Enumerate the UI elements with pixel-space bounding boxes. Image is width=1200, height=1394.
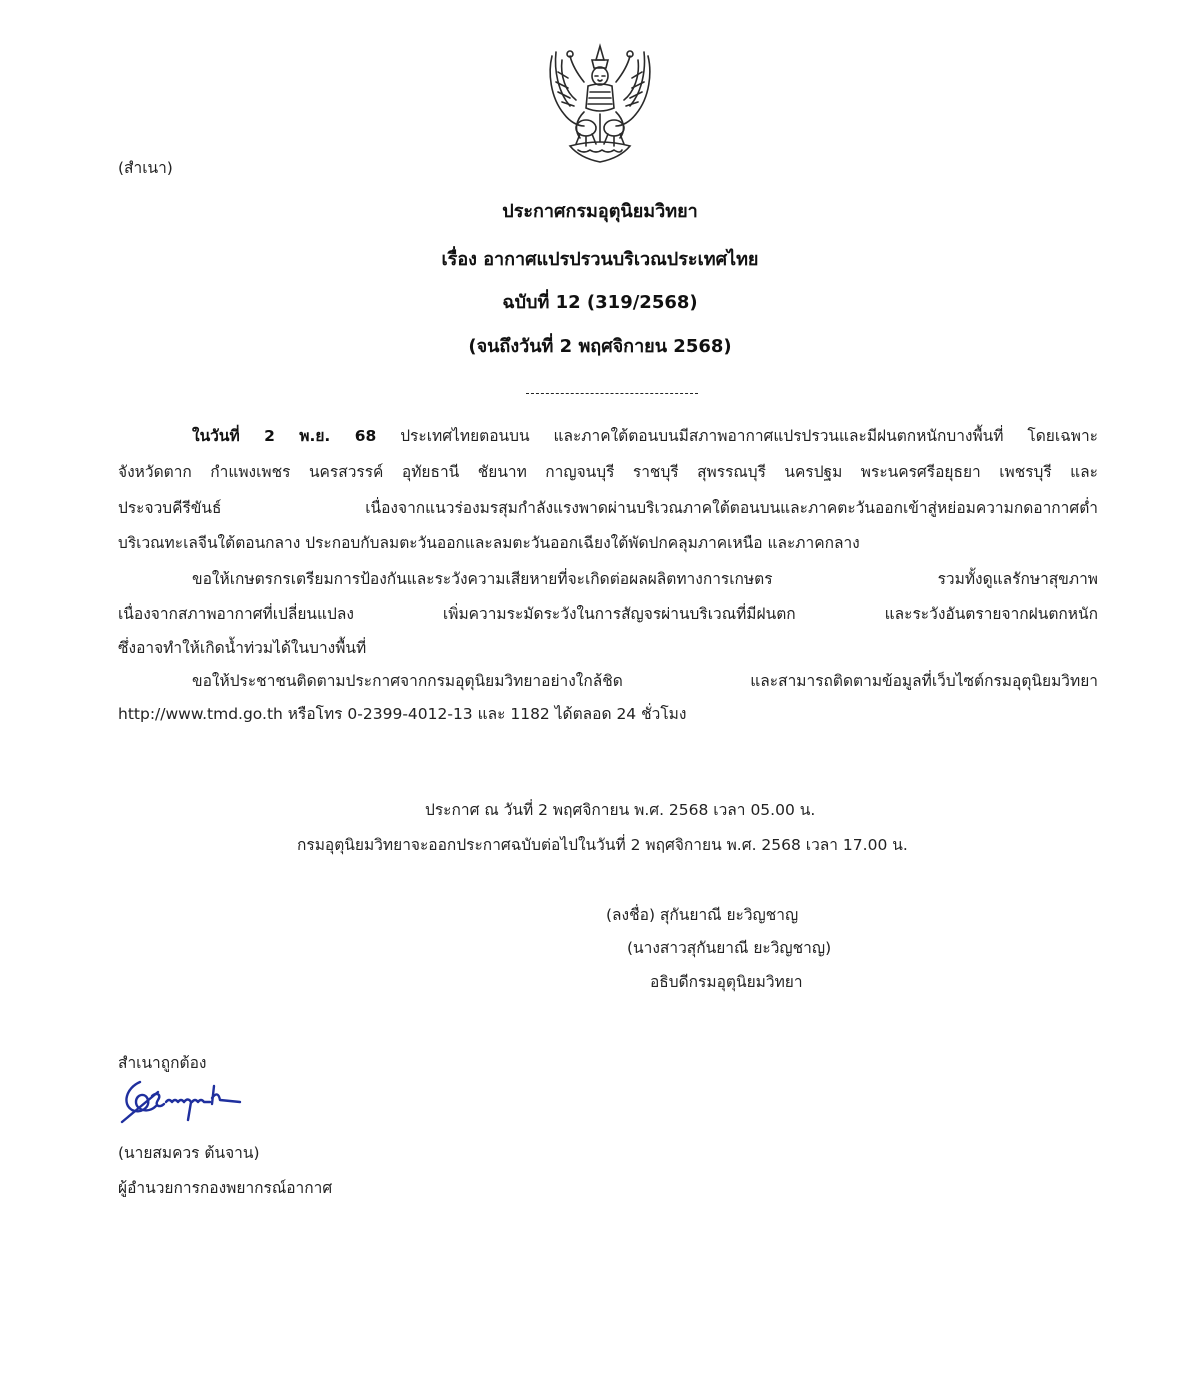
copy-mark: (สำเนา) bbox=[118, 159, 173, 177]
heading-divider bbox=[526, 393, 698, 394]
certifier-title: ผู้อำนวยการกองพยากรณ์อากาศ bbox=[118, 1179, 333, 1197]
tmd-website-link[interactable]: http://www.tmd.go.th bbox=[118, 705, 283, 723]
announcement-number: ฉบับที่ 12 (319/2568) bbox=[502, 292, 698, 313]
paragraph-2-line-3: ซึ่งอาจทำให้เกิดน้ำท่วมได้ในบางพื้นที่ bbox=[118, 639, 367, 657]
paragraph-2-line-2: เนื่องจากสภาพอากาศที่เปลี่ยนแปลง เพิ่มความระมัดระวังในการสัญจรผ่านบริเวณที่มีฝนตก และระวังอันตรายจากฝนตกหนัก bbox=[118, 605, 1098, 623]
garuda-emblem-icon bbox=[540, 42, 660, 166]
signatory-full-name: (นางสาวสุกันยาณี ยะวิญชาญ) bbox=[627, 939, 832, 957]
signatory-signed: (ลงชื่อ) สุกันยาณี ยะวิญชาญ bbox=[606, 906, 799, 924]
paragraph-1-line-3: ประจวบคีรีขันธ์ เนื่องจากแนวร่องมรสุมกำลังแรงพาดผ่านบริเวณภาคใต้ตอนบนและภาคตะวันออกเข้าสู่หย่อมความกดอากาศต่ำ bbox=[118, 499, 1098, 517]
paragraph-3-line-1: ขอให้ประชาชนติดตามประกาศจากกรมอุตุนิยมวิทยาอย่างใกล้ชิด และสามารถติดตามข้อมูลที่เว็บไซต์กรมอุตุนิยมวิทยา bbox=[192, 672, 1098, 690]
contact-phone-text: หรือโทร 0-2399-4012-13 และ 1182 ได้ตลอด 24 ชั่วโมง bbox=[282, 705, 687, 723]
announcement-title: ประกาศกรมอุตุนิยมวิทยา bbox=[502, 201, 698, 222]
certified-copy-label: สำเนาถูกต้อง bbox=[118, 1054, 207, 1072]
paragraph-3-line-2 bbox=[118, 704, 686, 724]
paragraph-2-line-1: ขอให้เกษตรกรเตรียมการป้องกันและระวังความเสียหายที่จะเกิดต่อผลผลิตทางการเกษตร รวมทั้งดูแลรักษาสุขภาพ bbox=[192, 570, 1098, 588]
paragraph-1-line-4: บริเวณทะเลจีนใต้ตอนกลาง ประกอบกับลมตะวันออกและลมตะวันออกเฉียงใต้พัดปกคลุมภาคเหนือ และภาคกลาง bbox=[118, 534, 860, 552]
issued-datetime: ประกาศ ณ วันที่ 2 พฤศจิกายน พ.ศ. 2568 เวลา 05.00 น. bbox=[425, 801, 816, 819]
announcement-subject: เรื่อง อากาศแปรปรวนบริเวณประเทศไทย bbox=[441, 249, 759, 270]
handwritten-signature-icon bbox=[118, 1078, 248, 1128]
paragraph-1-line-2: จังหวัดตาก กำแพงเพชร นครสวรรค์ อุทัยธานี ชัยนาท กาญจนบุรี ราชบุรี สุพรรณบุรี นครปฐม พระนครศรีอยุธยา เพชรบุรี และ bbox=[118, 463, 1098, 481]
certifier-name: (นายสมควร ต้นจาน) bbox=[118, 1144, 260, 1162]
next-issue-datetime: กรมอุตุนิยมวิทยาจะออกประกาศฉบับต่อไปในวันที่ 2 พฤศจิกายน พ.ศ. 2568 เวลา 17.00 น. bbox=[297, 836, 908, 854]
paragraph-1-lead: ในวันที่ 2 พ.ย. 68 bbox=[192, 427, 377, 445]
announcement-valid-until: (จนถึงวันที่ 2 พฤศจิกายน 2568) bbox=[468, 336, 732, 357]
paragraph-1-line-1-text: ประเทศไทยตอนบน และภาคใต้ตอนบนมีสภาพอากาศแปรปรวนและมีฝนตกหนักบางพื้นที่ โดยเฉพาะ bbox=[376, 427, 1098, 445]
signatory-title: อธิบดีกรมอุตุนิยมวิทยา bbox=[650, 973, 803, 991]
paragraph-1-line-1 bbox=[192, 426, 1098, 446]
